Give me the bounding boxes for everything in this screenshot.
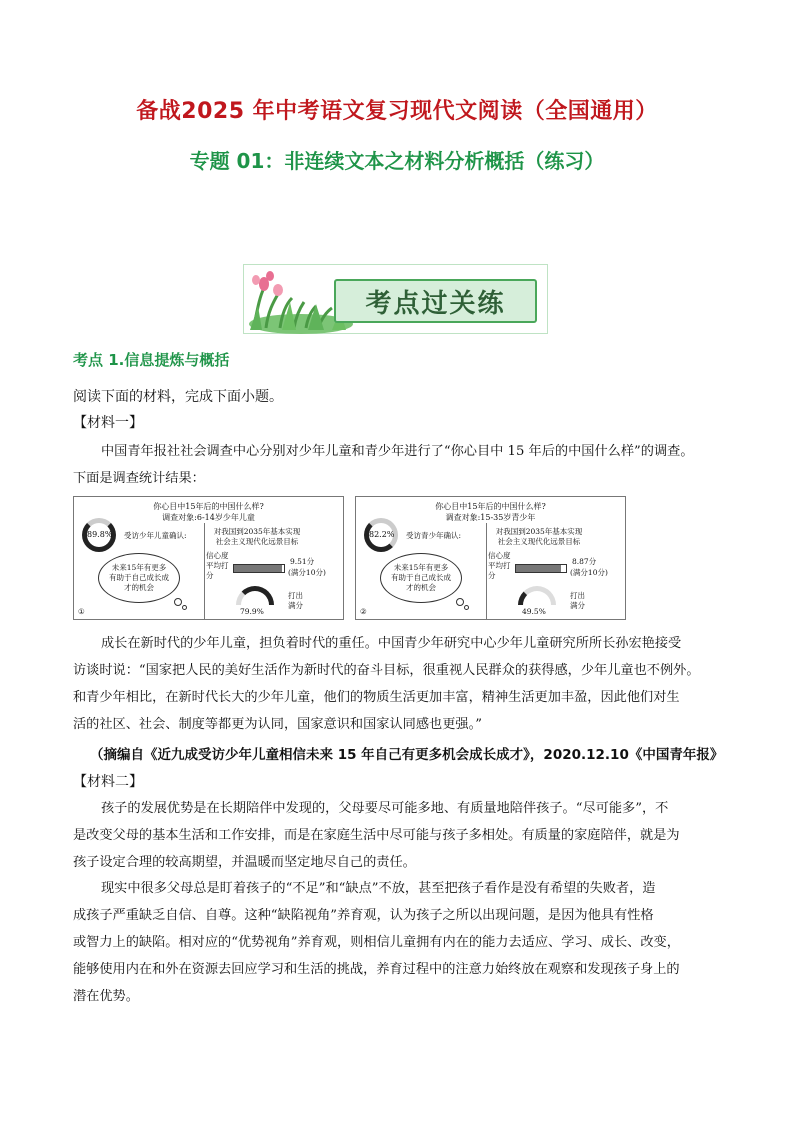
material-2-paragraph-1 xyxy=(73,795,735,876)
goal-text: 对我国到2035年基本实现社会主义现代化远景目标 xyxy=(213,527,301,546)
confidence-bar xyxy=(233,564,285,573)
bubble-text: 未来15年有更多有助于自己成长成才的机会 xyxy=(109,563,169,592)
score-note: (满分10分) xyxy=(288,568,326,577)
bubble-dot xyxy=(456,598,464,606)
full-score-percent: 79.9% xyxy=(240,607,264,616)
material-1-paragraph xyxy=(73,630,735,738)
paragraph-line: 访谈时说：“国家把人民的美好生活作为新时代的奋斗目标，很重视人民群众的获得感，少年儿童也不例外。 xyxy=(73,663,700,678)
full-score-gauge xyxy=(518,586,556,605)
confidence-bar xyxy=(515,564,567,573)
bubble-dot xyxy=(174,598,182,606)
banner-label: 考点过关练 xyxy=(365,288,506,319)
survey-figure-youth xyxy=(355,496,626,620)
bubble-dot xyxy=(182,605,187,610)
full-score-label: 打出满分 xyxy=(288,591,303,610)
score-value: 8.87分 xyxy=(572,557,597,566)
score-value: 9.51分 xyxy=(290,557,315,566)
percent-ring-label: 82.2% xyxy=(369,530,395,539)
figure-number: ② xyxy=(360,607,367,616)
paragraph-line: 或智力上的缺陷。相对应的“优势视角”养育观，则相信儿童拥有内在的能力去适应、学习、成长、改变， xyxy=(73,935,680,950)
confidence-bar-fill xyxy=(516,565,561,572)
percent-ring-label: 89.8% xyxy=(87,530,113,539)
confirm-text: 受访少年儿童确认: xyxy=(124,531,187,540)
section-banner xyxy=(243,264,548,334)
document-title: 备战2025 年中考语文复习现代文阅读（全国通用） xyxy=(136,99,658,124)
instruction-text: 阅读下面的材料，完成下面小题。 xyxy=(73,389,283,405)
paragraph-line: 成孩子严重缺乏自信、自尊。这种“缺陷视角”养育观，认为孩子之所以出现问题，是因为他具有性格 xyxy=(73,908,654,923)
full-score-percent: 49.5% xyxy=(522,607,546,616)
bubble-dot xyxy=(464,605,469,610)
survey-title: 你心目中15年后的中国什么样? xyxy=(435,502,546,511)
full-score-label: 打出满分 xyxy=(570,591,585,610)
material-2-paragraph-2 xyxy=(73,875,735,1010)
paragraph-line: 孩子的发展优势是在长期陪伴中发现的，父母要尽可能多地、有质量地陪伴孩子。“尽可能多”，不 xyxy=(101,801,669,816)
confirm-text: 受访青少年确认: xyxy=(406,531,462,540)
intro-line: 下面是调查统计结果： xyxy=(73,471,205,486)
survey-subject: 调查对象:6-14岁少年儿童 xyxy=(162,513,255,522)
score-note: (满分10分) xyxy=(570,568,608,577)
paragraph-line: 潜在优势。 xyxy=(73,989,139,1004)
bubble-text: 未来15年有更多有助于自己成长成才的机会 xyxy=(391,563,451,592)
paragraph-line: 成长在新时代的少年儿童，担负着时代的重任。中国青少年研究中心少年儿童研究所所长孙宏艳接受 xyxy=(101,636,682,651)
paragraph-line: 能够使用内在和外在资源去回应学习和生活的挑战，养育过程中的注意力始终放在观察和发现孩子身上的 xyxy=(73,962,680,977)
divider xyxy=(204,523,205,619)
paragraph-line: 现实中很多父母总是盯着孩子的“不足”和“缺点”不放，甚至把孩子看作是没有希望的失败者，造 xyxy=(101,881,656,896)
thought-bubble xyxy=(98,553,180,603)
survey-header xyxy=(356,501,625,523)
document-subtitle: 专题 01：非连续文本之材料分析概括（练习） xyxy=(189,149,605,173)
paragraph-line: 孩子设定合理的较高期望，并温暖而坚定地尽自己的责任。 xyxy=(73,855,416,870)
survey-subject: 调查对象:15-35岁青少年 xyxy=(445,513,536,522)
goal-text: 对我国到2035年基本实现社会主义现代化远景目标 xyxy=(495,527,583,546)
paragraph-line: 和青少年相比，在新时代长大的少年儿童，他们的物质生活更加丰富，精神生活更加丰盈，因此他们对生 xyxy=(73,690,680,705)
divider xyxy=(486,523,487,619)
figure-number: ① xyxy=(78,607,85,616)
intro-line: 中国青年报社社会调查中心分别对少年儿童和青少年进行了“你心目中 15 年后的中国什么样”的调查。 xyxy=(101,444,694,459)
source-citation: （摘编自《近九成受访少年儿童相信未来 15 年自己有更多机会成长成才》，2020.12.10《中国青年报》 xyxy=(90,747,724,763)
section-heading: 考点 1.信息提炼与概括 xyxy=(73,351,230,369)
survey-header xyxy=(74,501,343,523)
full-score-gauge xyxy=(236,586,274,605)
thought-bubble xyxy=(380,553,462,603)
banner-label-box xyxy=(334,279,537,323)
confidence-bar-fill xyxy=(234,565,282,572)
material-1-label: 【材料一】 xyxy=(73,415,143,431)
material-2-label: 【材料二】 xyxy=(73,774,143,790)
confidence-label: 信心度平均打分 xyxy=(206,551,229,580)
confidence-label: 信心度平均打分 xyxy=(488,551,511,580)
paragraph-line: 是改变父母的基本生活和工作安排，而是在家庭生活中尽可能与孩子多相处。有质量的家庭陪伴，就是为 xyxy=(73,828,680,843)
survey-title: 你心目中15年后的中国什么样? xyxy=(153,502,264,511)
paragraph-line: 活的社区、社会、制度等都更为认同，国家意识和国家认同感也更强。” xyxy=(73,717,482,732)
survey-figure-children xyxy=(73,496,344,620)
material-1-intro xyxy=(73,438,735,492)
